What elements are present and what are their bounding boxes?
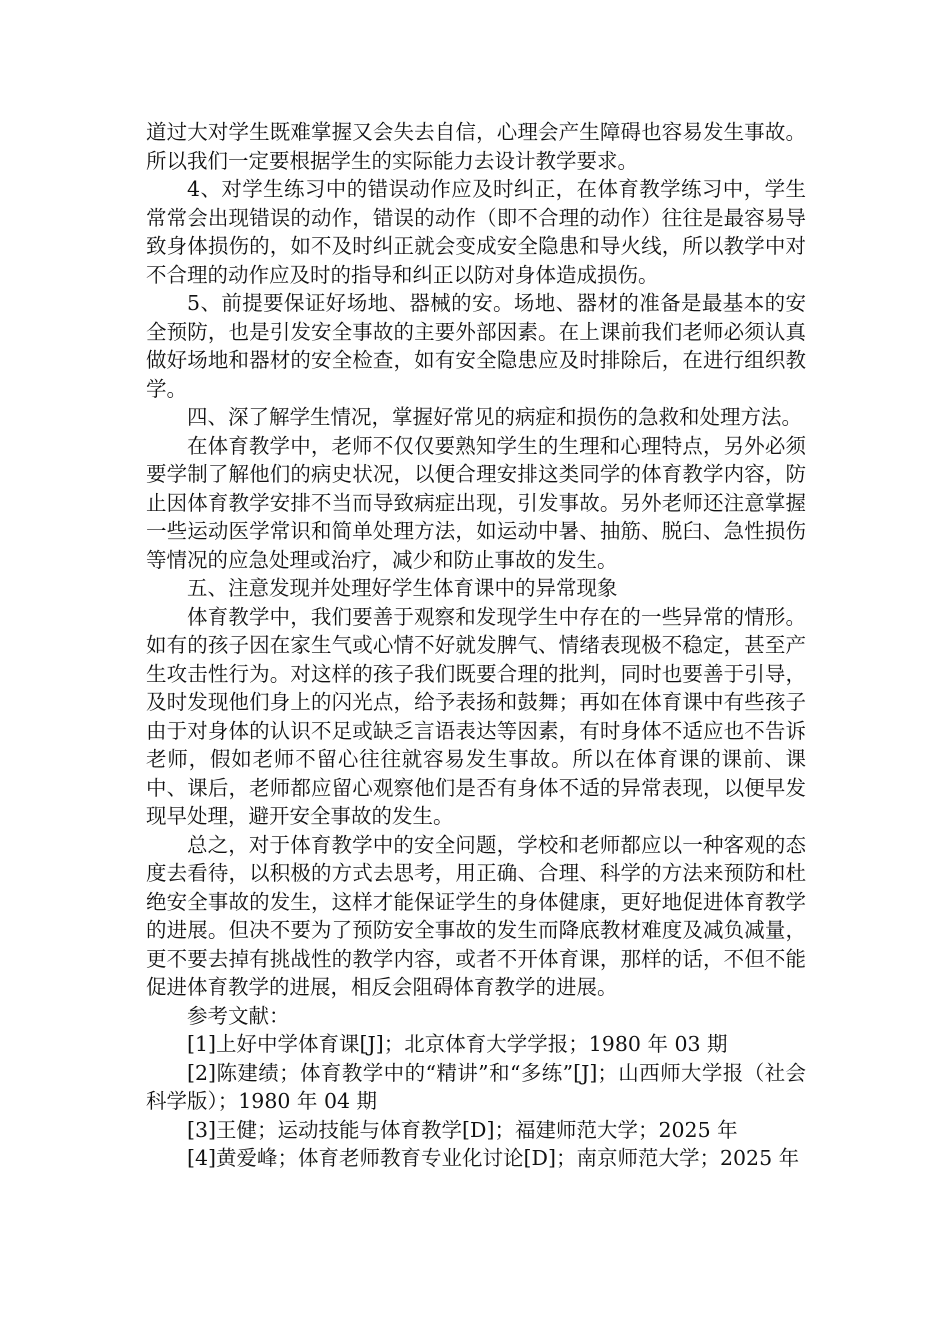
reference-item: [2]陈建绩；体育教学中的“精讲”和“多练”[J]；山西师大学报（社会科学版）；1980 年 04 期: [146, 1060, 806, 1113]
body-paragraph: 5、前提要保证好场地、器械的安。场地、器材的准备是最基本的安全预防，也是引发安全事故的主要外部因素。在上课前我们老师必须认真做好场地和器材的安全检查，如有安全隐患应及时排除后，在进行组织教学。: [146, 291, 806, 401]
reference-item: [4]黄爱峰；体育老师教育专业化讨论[D]；南京师范大学；2025 年: [187, 1146, 800, 1170]
reference-item: [3]王健；运动技能与体育教学[D]；福建师范大学；2025 年: [187, 1117, 738, 1142]
conclusion-paragraph: 总之，对于体育教学中的安全问题，学校和老师都应以一种客观的态度去看待，以积极的方式去思考，用正确、合理、科学的方法来预防和杜绝安全事故的发生，这样才能保证学生的身体健康，更好地促进体育教学的进展。但决不要为了预防安全事故的发生而降底教材难度及减负减量，更不要去掉有挑战性的教学内容，或者不开体育课，那样的话，不但不能促进体育教学的进展，相反会阻碍体育教学的进展。: [146, 832, 806, 999]
body-paragraph: 道过大对学生既难掌握又会失去自信，心理会产生障碍也容易发生事故。所以我们一定要根据学生的实际能力去设计教学要求。: [146, 120, 806, 173]
body-paragraph: 在体育教学中，老师不仅仅要熟知学生的生理和心理特点，另外必须要学制了解他们的病史状况，以便合理安排这类同学的体育教学内容，防止因体育教学安排不当而导致病症出现，引发事故。另外老师还注意掌握一些运动医学常识和简单处理方法，如运动中暑、抽筋、脱臼、急性损伤等情况的应急处理或治疗，减少和防止事故的发生。: [146, 433, 806, 572]
body-paragraph: 体育教学中，我们要善于观察和发现学生中存在的一些异常的情形。如有的孩子因在家生气或心情不好就发脾气、情绪表现极不稳定，甚至产生攻击性行为。对这样的孩子我们既要合理的批判，同时也要善于引导，及时发现他们身上的闪光点，给予表扬和鼓舞；再如在体育课中有些孩子由于对身体的认识不足或缺乏言语表达等因素，有时身体不适应也不告诉老师，假如老师不留心往往就容易发生事故。所以在体育课的课前、课中、课后，老师都应留心观察他们是否有身体不适的异常表现，以便早发现早处理，避开安全事故的发生。: [146, 604, 806, 828]
reference-item: [1]上好中学体育课[J]；北京体育大学学报；1980 年 03 期: [187, 1032, 728, 1056]
section-heading: 五、注意发现并处理好学生体育课中的异常现象: [187, 576, 618, 600]
document-page: [146, 118, 806, 1173]
section-heading: 四、深了解学生情况，掌握好常见的病症和损伤的急救和处理方法。: [187, 405, 802, 429]
body-paragraph: 4、对学生练习中的错误动作应及时纠正，在体育教学练习中，学生常常会出现错误的动作，错误的动作（即不合理的动作）往往是最容易导致身体损伤的，如不及时纠正就会变成安全隐患和导火线，所以教学中对不合理的动作应及时的指导和纠正以防对身体造成损伤。: [146, 177, 806, 287]
references-heading: 参考文献：: [187, 1003, 290, 1028]
